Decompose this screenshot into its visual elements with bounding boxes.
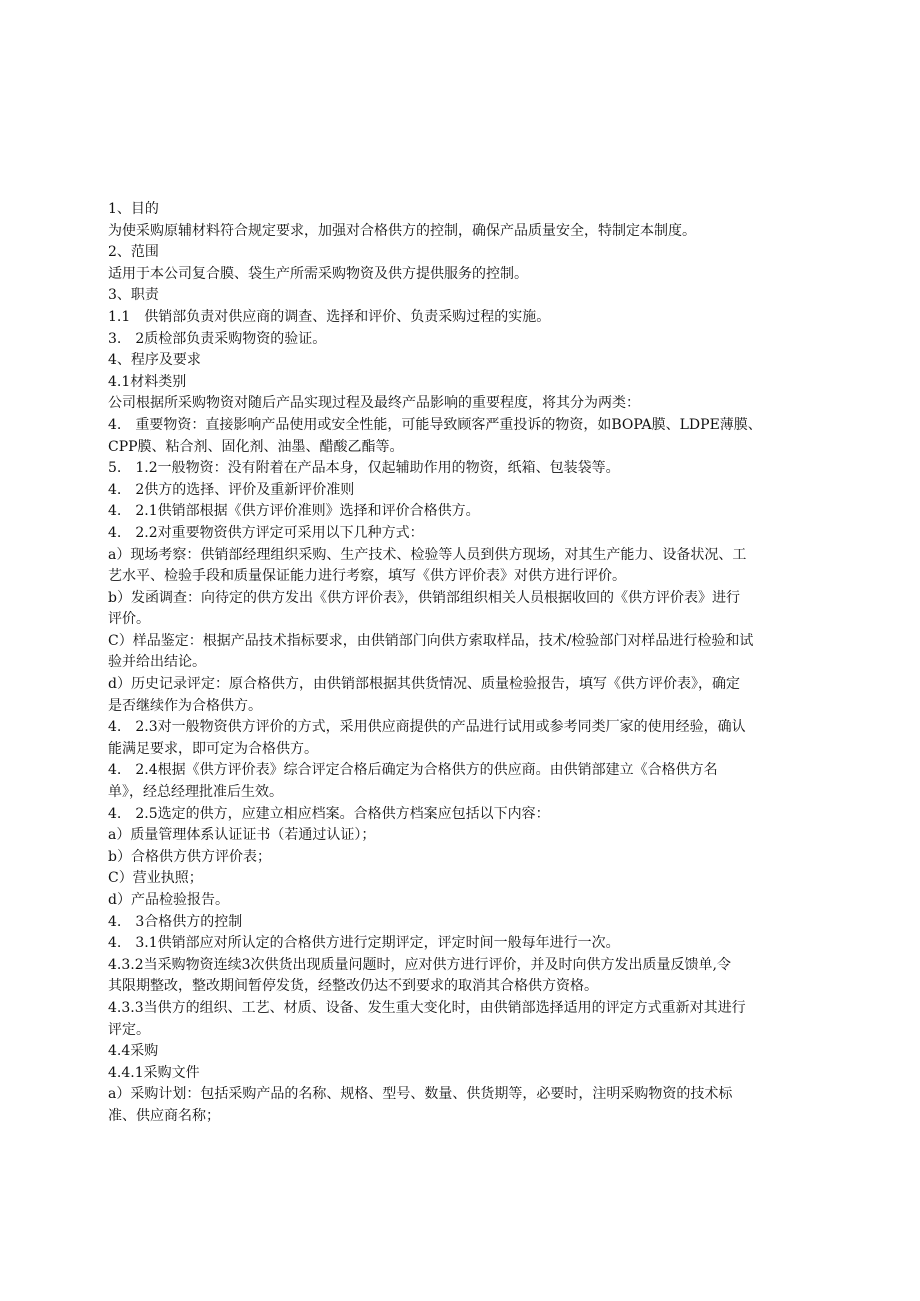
text-line: 评价。 [108,611,150,628]
text-line: 4. 3.1供销部应对所认定的合格供方进行定期评定，评定时间一般每年进行一次。 [108,935,620,952]
text-line: a）质量管理体系认证证书（若通过认证）； [108,827,376,844]
text-line: 能满足要求，即可定为合格供方。 [108,740,318,757]
text-line: d）产品检验报告。 [108,892,229,908]
text-line: 准、供应商名称； [108,1107,220,1124]
text-line: 1.1 供销部负责对供应商的调查、选择和评价、负责采购过程的实施。 [108,308,551,325]
text-line: b）发函调查：向待定的供方发出《供方评价表》，供销部组织相关人员根据收回的《供方评价表》进行 [108,589,740,606]
text-line: 4. 2.3对一般物资供方评价的方式，采用供应商提供的产品进行试用或参考同类厂家的使用经验，确认 [108,719,746,736]
text-line: 4、程序及要求 [108,352,201,369]
text-line: 其限期整改，整改期间暂停发货，经整改仍达不到要求的取消其合格供方资格。 [108,978,598,995]
text-line: 4. 2.1供销部根据《供方评价准则》选择和评价合格供方。 [108,503,480,520]
text-line: 公司根据所采购物资对随后产品实现过程及最终产品影响的重要程度，将其分为两类： [108,395,640,412]
text-line: C）样品鉴定：根据产品技术指标要求，由供销部门向供方索取样品，技术/检验部门对样品进行检验和试 [108,632,754,649]
text-line: 评定。 [108,1021,150,1038]
text-line: 5. 1.2一般物资：没有附着在产品本身，仅起辅助作用的物资，纸箱、包装袋等。 [108,460,620,477]
text-line: 3、职责 [108,287,159,304]
text-line: 2、范围 [108,244,159,261]
text-line: 为使采购原辅材料符合规定要求，加强对合格供方的控制，确保产品质量安全，特制定本制度。 [108,222,696,239]
text-line: 4. 重要物资：直接影响产品使用或安全性能，可能导致顾客严重投诉的物资，如BOPA膜、LDPE薄膜、 [108,416,762,433]
text-line: 4.3.2当采购物资连续3次供货出现质量问题时，应对供方进行评价，并及时向供方发出质量反馈单,令 [108,956,731,973]
text-line: 4. 2.5选定的供方，应建立相应档案。合格供方档案应包括以下内容： [108,805,550,822]
text-line: a）现场考察：供销部经理组织采购、生产技术、检验等人员到供方现场，对其生产能力、设备状况、工 [108,546,747,563]
text-line: 4.3.3当供方的组织、工艺、材质、设备、发生重大变化时，由供销部选择适用的评定方式重新对其进行 [108,999,746,1016]
text-line: d）历史记录评定：原合格供方，由供销部根据其供货情况、质量检验报告，填写《供方评价表》，确定 [108,676,740,693]
document-body [108,199,824,1128]
text-line: 4.4采购 [108,1043,159,1060]
text-line: C）营业执照； [108,870,203,887]
text-line: 4. 2.2对重要物资供方评定可采用以下几种方式： [108,524,424,541]
text-line: 4. 2供方的选择、评价及重新评价准则 [108,481,355,498]
text-line: 3. 2质检部负责采购物资的验证。 [108,330,327,347]
text-line: 是否继续作为合格供方。 [108,697,262,714]
text-line: 4.4.1采购文件 [108,1064,200,1081]
text-line: 4. 2.4根据《供方评价表》综合评定合格后确定为合格供方的供应商。由供销部建立《合格供方名 [108,762,718,779]
text-line: a）采购计划：包括采购产品的名称、规格、型号、数量、供货期等，必要时，注明采购物资的技术标 [108,1086,733,1103]
text-line: 适用于本公司复合膜、袋生产所需采购物资及供方提供服务的控制。 [108,265,528,282]
text-line: CPP膜、粘合剂、固化剂、油墨、醋酸乙酯等。 [108,438,404,455]
text-line: b）合格供方供方评价表； [108,848,271,865]
text-line: 艺水平、检验手段和质量保证能力进行考察，填写《供方评价表》对供方进行评价。 [108,568,626,585]
text-line: 单》，经总经理批准后生效。 [108,784,283,801]
text-line: 1、目的 [108,201,159,217]
text-line: 4.1材料类别 [108,373,187,390]
text-line: 4. 3合格供方的控制 [108,913,243,930]
text-line: 验并给出结论。 [108,654,206,671]
